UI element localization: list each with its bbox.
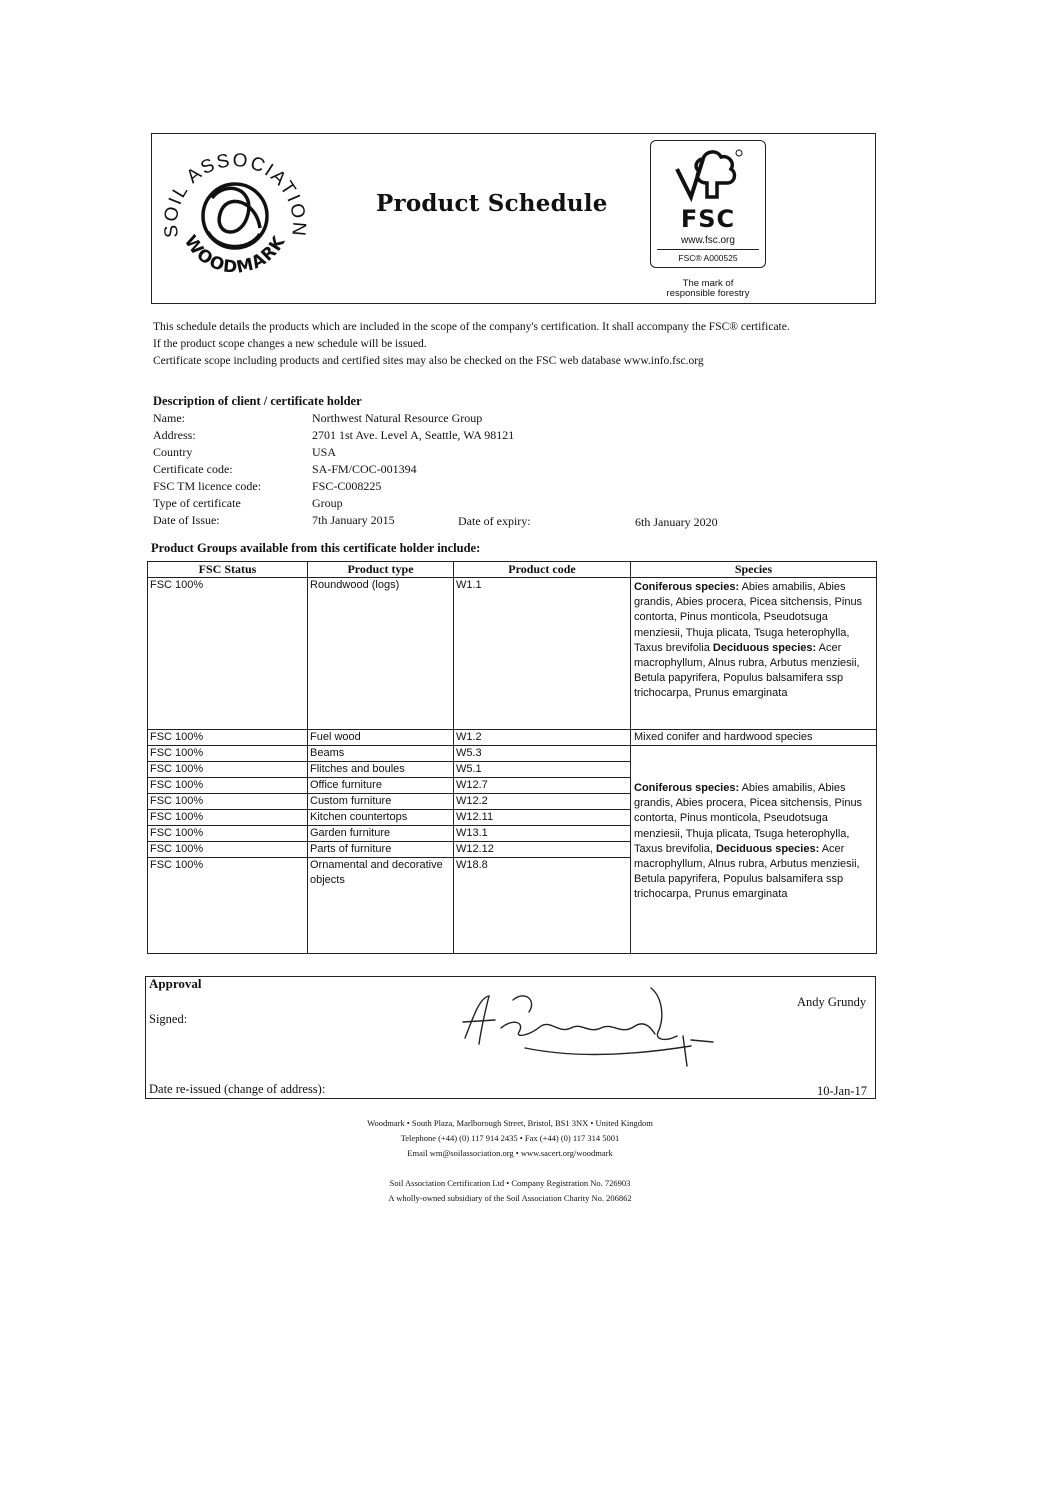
cell-species	[631, 578, 877, 730]
field-value-date-of-issue: 7th January 2015	[312, 513, 395, 527]
field-value-licence-code: FSC-C008225	[312, 479, 382, 493]
species-deciduous-list: Acer macrophyllum, Alnus rubra, Arbutus menziesii, Betula papyrifera, Populus balsamifera ssp trichocarpa, Prunus emarginata	[634, 842, 860, 901]
reissued-date: 10-Jan-17	[817, 1084, 867, 1098]
cell-type: Beams	[308, 746, 454, 762]
species-coniferous-label: Coniferous species:	[634, 581, 740, 593]
product-groups-table	[147, 561, 877, 954]
cell-code: W12.2	[454, 794, 631, 810]
fsc-tagline-line2: responsible forestry	[666, 288, 750, 299]
cell-type: Garden furniture	[308, 826, 454, 842]
cell-status: FSC 100%	[148, 826, 308, 842]
cell-status: FSC 100%	[148, 578, 308, 730]
table-row	[148, 730, 877, 746]
page-title: Product Schedule	[376, 190, 608, 217]
field-value-certificate-code: SA-FM/COC-001394	[312, 462, 417, 476]
footer-charity: A wholly-owned subsidiary of the Soil Association Charity No. 206862	[388, 1193, 632, 1203]
species-coniferous-label: Coniferous species:	[634, 781, 740, 794]
cell-species: Mixed conifer and hardwood species	[631, 730, 877, 746]
column-header-product-type: Product type	[308, 562, 454, 578]
product-groups-heading: Product Groups available from this certificate holder include:	[151, 541, 481, 555]
cell-status: FSC 100%	[148, 858, 308, 954]
cell-type: Ornamental and decorative objects	[308, 858, 454, 954]
field-label-name: Name:	[153, 411, 185, 425]
fsc-logo	[650, 140, 766, 268]
cell-type: Parts of furniture	[308, 842, 454, 858]
intro-line-2: If the product scope changes a new schedule will be issued.	[153, 338, 427, 350]
cell-type: Office furniture	[308, 778, 454, 794]
client-heading: Description of client / certificate holder	[153, 394, 362, 408]
footer-company-registration: Soil Association Certification Ltd • Company Registration No. 726903	[389, 1178, 631, 1188]
cell-code: W1.1	[454, 578, 631, 730]
cell-code: W12.12	[454, 842, 631, 858]
svg-text:WOODMARK: WOODMARK	[179, 231, 290, 278]
field-label-licence-code: FSC TM licence code:	[153, 479, 262, 493]
cell-status: FSC 100%	[148, 746, 308, 762]
cell-type: Roundwood (logs)	[308, 578, 454, 730]
signer-name: Andy Grundy	[797, 995, 867, 1009]
svg-text:SOIL ASSOCIATION: SOIL ASSOCIATION	[160, 149, 310, 239]
cell-status: FSC 100%	[148, 778, 308, 794]
cell-type: Flitches and boules	[308, 762, 454, 778]
fsc-tagline-line1: The mark of	[682, 278, 734, 289]
cell-code: W18.8	[454, 858, 631, 954]
intro-line-3: Certificate scope including products and certified sites may also be checked on the FSC web database www.info.fsc.org	[153, 355, 704, 367]
cell-code: W13.1	[454, 826, 631, 842]
species-coniferous-list: Abies amabilis, Abies grandis, Abies procera, Picea sitchensis, Pinus contorta, Pinus monticola, Pseudotsuga menziesii, Thuja plicata, Tsuga heterophylla, Taxus brevifolia	[634, 581, 863, 654]
handwritten-signature	[455, 978, 720, 1070]
fsc-logo-code: FSC® A000525	[657, 249, 759, 263]
footer-phone: Telephone (+44) (0) 117 914 2435 • Fax (+44) (0) 117 314 5001	[400, 1133, 620, 1143]
species-deciduous-label: Deciduous species:	[712, 641, 817, 654]
intro-line-1: This schedule details the products which are included in the scope of the company's certification. It shall accompany the FSC® certificate.	[153, 321, 790, 333]
field-label-address: Address:	[153, 428, 196, 442]
cell-code: W12.7	[454, 778, 631, 794]
approval-divider	[145, 976, 876, 977]
approval-heading: Approval	[149, 976, 202, 991]
field-value-address: 2701 1st Ave. Level A, Seattle, WA 98121	[312, 428, 515, 442]
field-label-date-of-issue: Date of Issue:	[153, 513, 220, 527]
field-value-certificate-type: Group	[312, 496, 343, 510]
table-header-row	[148, 562, 877, 578]
field-label-certificate-code: Certificate code:	[153, 462, 233, 476]
fsc-logo-word: FSC	[680, 205, 736, 233]
cell-species	[631, 746, 877, 954]
cell-status: FSC 100%	[148, 810, 308, 826]
column-header-product-code: Product code	[454, 562, 631, 578]
cell-code: W12.11	[454, 810, 631, 826]
table-row	[148, 578, 877, 730]
cell-status: FSC 100%	[148, 762, 308, 778]
reissued-label: Date re-issued (change of address):	[149, 1082, 326, 1096]
fsc-logo-url: www.fsc.org	[681, 235, 735, 246]
fsc-tagline	[650, 279, 766, 299]
field-value-name: Northwest Natural Resource Group	[312, 411, 483, 425]
cell-code: W5.1	[454, 762, 631, 778]
field-label-certificate-type: Type of certificate	[153, 496, 241, 510]
column-header-species: Species	[631, 562, 877, 578]
column-header-fsc-status: FSC Status	[148, 562, 308, 578]
cell-code: W5.3	[454, 746, 631, 762]
cell-status: FSC 100%	[148, 842, 308, 858]
fsc-tree-checkmark-icon	[673, 147, 745, 205]
footer-email: Email wm@soilassociation.org • www.sacert.org/woodmark	[407, 1148, 613, 1158]
table-row	[148, 746, 877, 762]
footer-address: Woodmark • South Plaza, Marlborough Street, Bristol, BS1 3NX • United Kingdom	[367, 1118, 653, 1128]
field-value-date-of-expiry: 6th January 2020	[635, 515, 718, 529]
signed-label: Signed:	[149, 1012, 188, 1026]
cell-code: W1.2	[454, 730, 631, 746]
cell-type: Fuel wood	[308, 730, 454, 746]
intro-text	[153, 319, 883, 370]
soil-association-woodmark-logo	[156, 140, 314, 290]
field-label-country: Country	[153, 445, 193, 459]
field-value-country: USA	[312, 445, 337, 459]
species-deciduous-list: Acer macrophyllum, Alnus rubra, Arbutus menziesii, Betula papyrifera, Populus balsamifera ssp trichocarpa, Prunus emarginata	[634, 641, 860, 700]
cell-status: FSC 100%	[148, 730, 308, 746]
cell-status: FSC 100%	[148, 794, 308, 810]
species-coniferous-list: Abies amabilis, Abies grandis, Abies procera, Picea sitchensis, Pinus contorta, Pinus monticola, Pseudotsuga menziesii, Thuja plicata, Tsuga heterophylla, Taxus brevifolia,	[634, 781, 863, 855]
field-label-date-of-expiry: Date of expiry:	[458, 514, 531, 528]
species-deciduous-label: Deciduous species:	[715, 842, 820, 855]
cell-type: Kitchen countertops	[308, 810, 454, 826]
cell-type: Custom furniture	[308, 794, 454, 810]
